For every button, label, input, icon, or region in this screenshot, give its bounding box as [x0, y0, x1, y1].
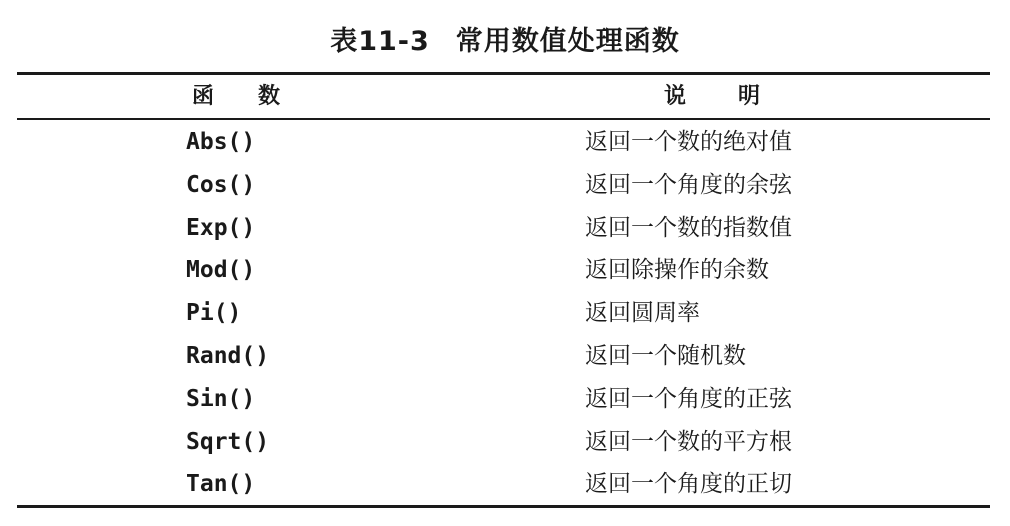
column-header-function: 函数: [192, 84, 325, 109]
function-name-cell: Tan(): [186, 471, 256, 498]
table-row: [0, 463, 1010, 506]
function-description-cell: 返回一个角度的正切: [585, 471, 792, 498]
function-description-cell: 返回一个随机数: [585, 342, 746, 369]
table-row: [0, 164, 1010, 207]
function-name-cell: Mod(): [186, 257, 256, 284]
function-description-cell: 返回一个数的平方根: [585, 428, 792, 455]
function-description-cell: 返回圆周率: [585, 300, 700, 327]
table-header-rule: [17, 118, 990, 120]
table-caption-title: 常用数值处理函数: [455, 26, 680, 57]
table-row: [0, 249, 1010, 292]
table-row: [0, 292, 1010, 335]
table-row: [0, 121, 1010, 164]
table-row: [0, 421, 1010, 464]
function-name-cell: Exp(): [186, 214, 256, 241]
table-row: [0, 207, 1010, 250]
table-caption: [0, 22, 1010, 62]
table-row: [0, 378, 1010, 421]
table-bottom-rule: [17, 505, 990, 508]
function-name-cell: Pi(): [186, 300, 242, 327]
table-caption-number: 表11-3: [330, 26, 430, 57]
table-body: [0, 121, 1010, 506]
function-name-cell: Sqrt(): [186, 428, 270, 455]
function-name-cell: Rand(): [186, 342, 270, 369]
function-description-cell: 返回除操作的余数: [585, 257, 769, 284]
table-row: [0, 335, 1010, 378]
function-name-cell: Abs(): [186, 129, 256, 155]
function-name-cell: Sin(): [186, 385, 256, 412]
function-description-cell: 返回一个数的绝对值: [585, 129, 792, 155]
function-description-cell: 返回一个角度的正弦: [585, 385, 792, 412]
column-header-description: 说明: [664, 84, 813, 109]
function-description-cell: 返回一个角度的余弦: [585, 171, 792, 198]
table-top-rule: [17, 72, 990, 75]
function-name-cell: Cos(): [186, 171, 256, 198]
function-description-cell: 返回一个数的指数值: [585, 214, 792, 241]
